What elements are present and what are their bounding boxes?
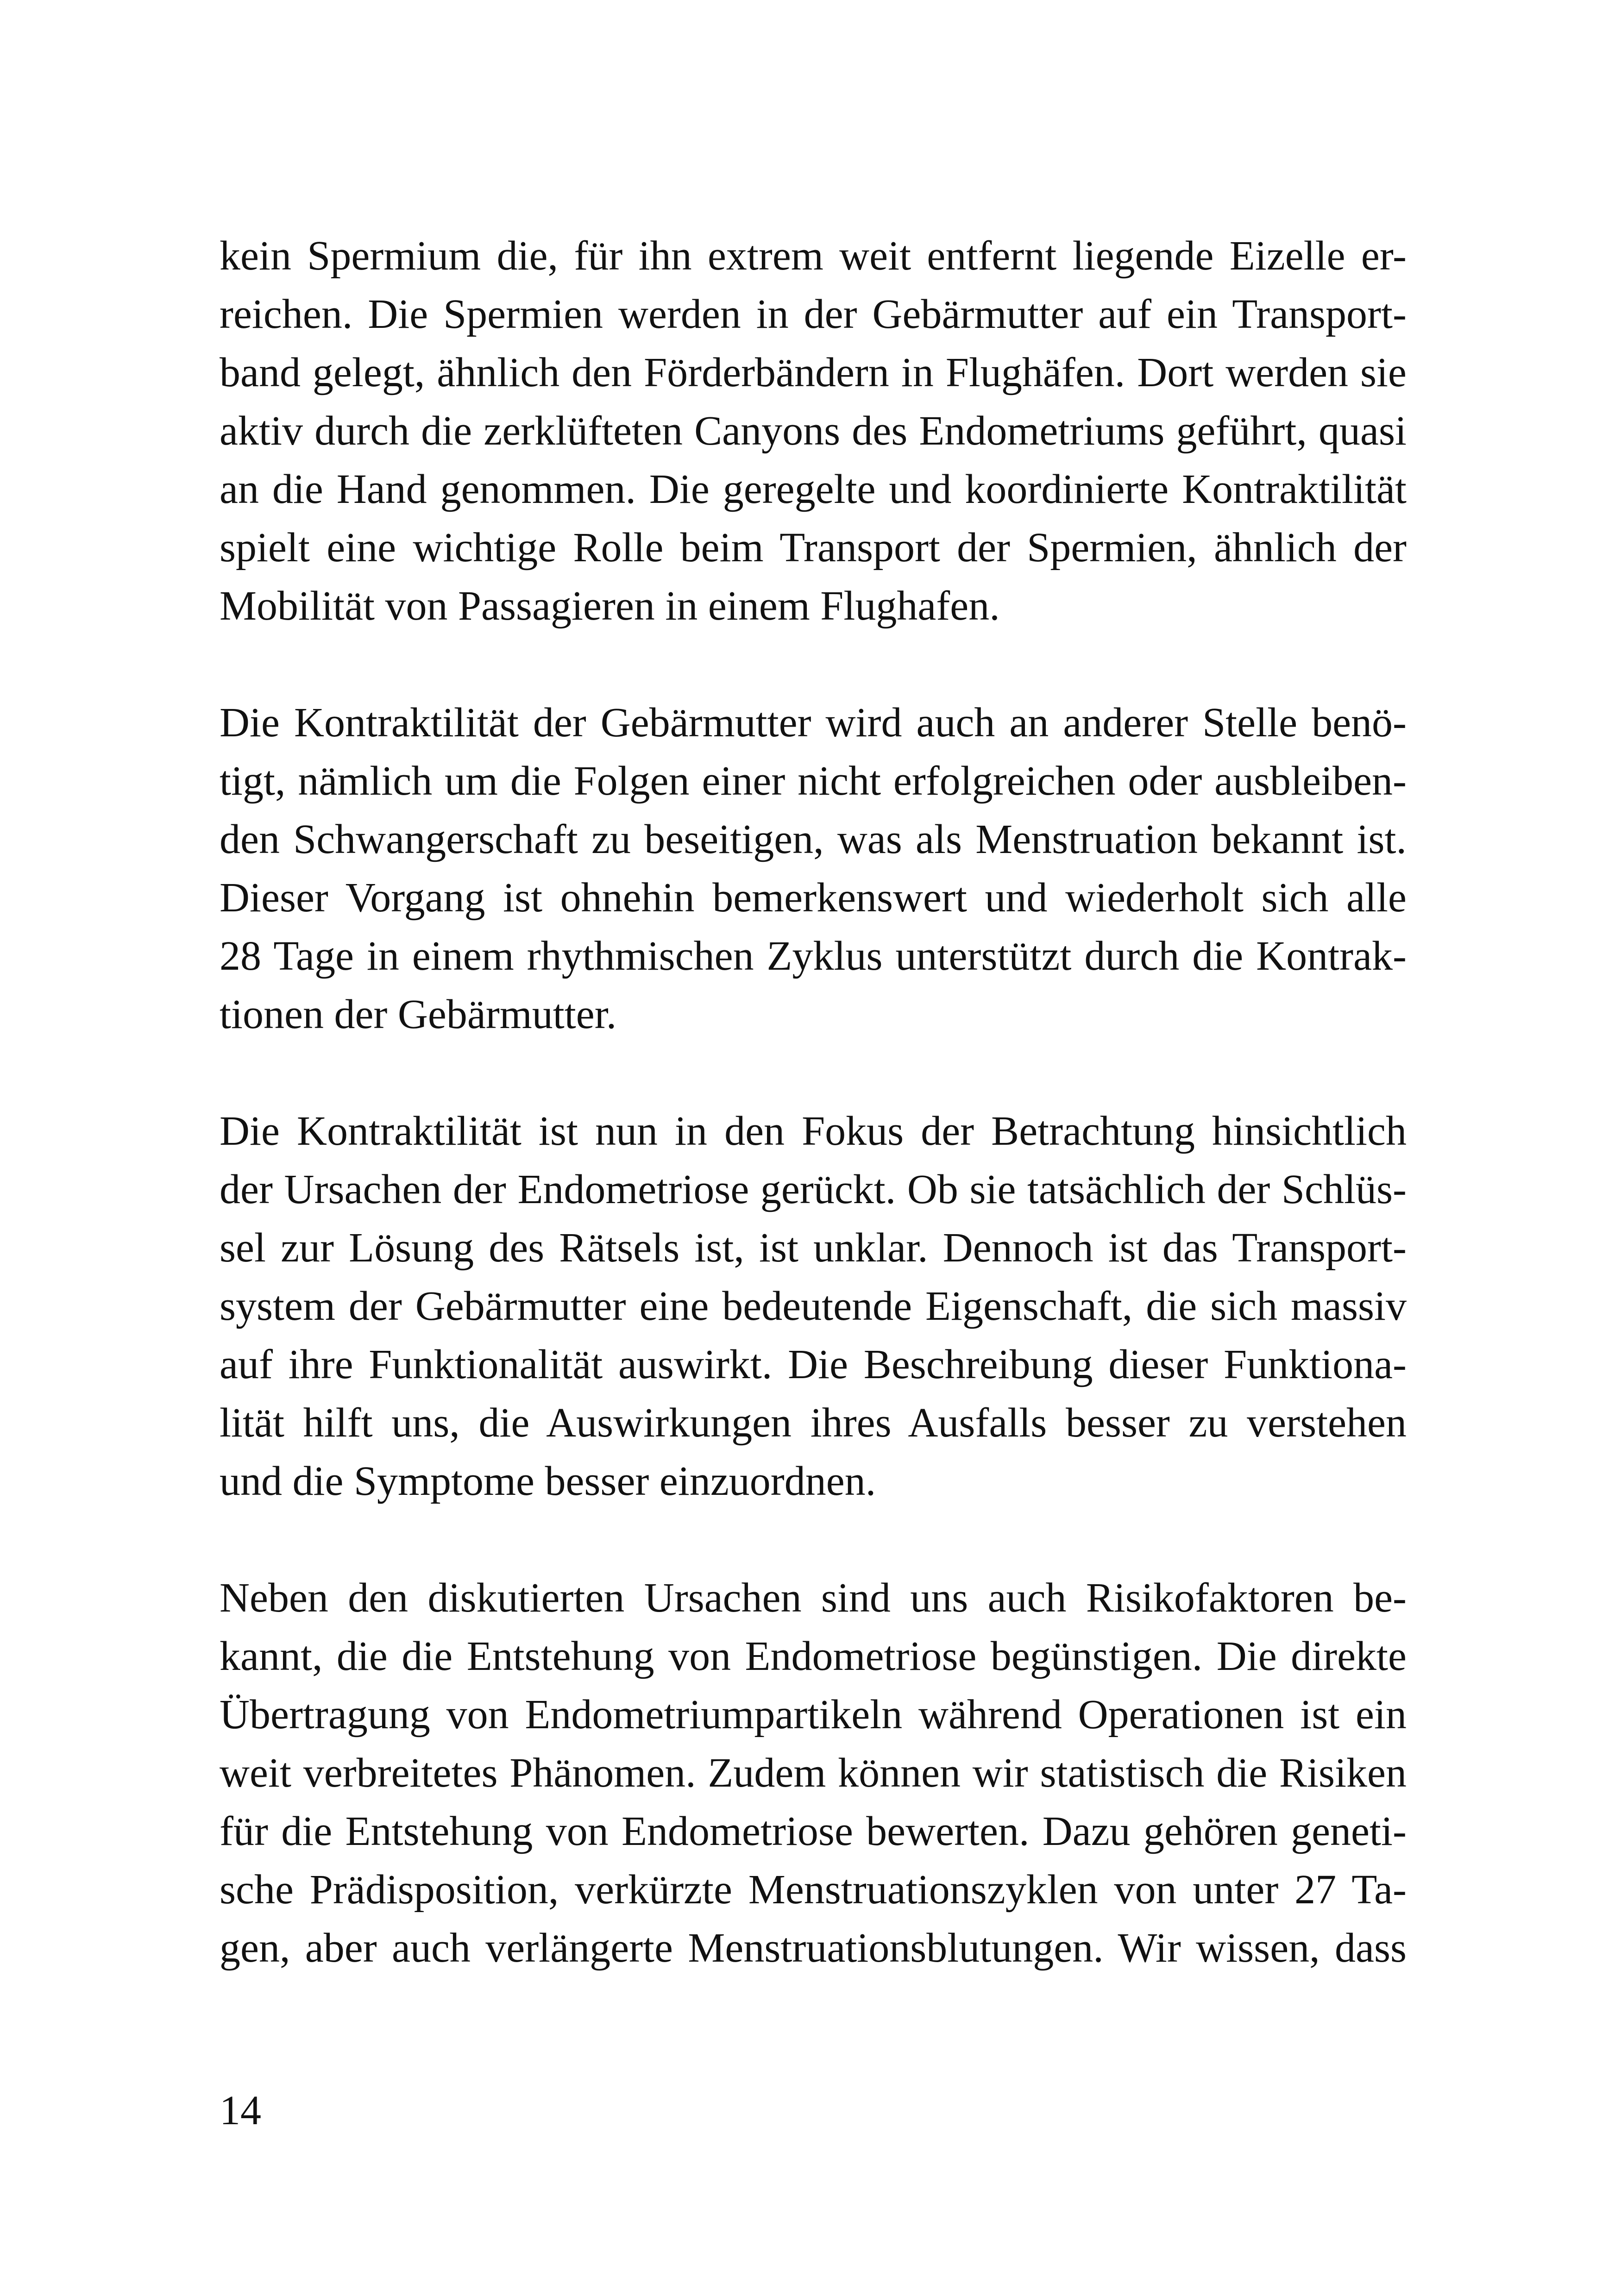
paragraph-4 (220, 1569, 1407, 1977)
text-line: kannt, die die Entstehung von Endometriose begünstigen. Die direkte (220, 1633, 1407, 1679)
text-line: lität hilft uns, die Auswirkungen ihres Ausfalls besser zu verstehen (220, 1400, 1407, 1446)
text-line: sel zur Lösung des Rätsels ist, ist unklar. Dennoch ist das Transport- (220, 1225, 1407, 1271)
text-line: Übertragung von Endometriumpartikeln während Operationen ist ein (220, 1692, 1407, 1738)
text-line: und die Symptome besser einzuordnen. (220, 1458, 876, 1504)
text-line: Dieser Vorgang ist ohnehin bemerkenswert und wiederholt sich alle (220, 875, 1407, 921)
paragraph-1 (220, 227, 1407, 635)
text-line: den Schwangerschaft zu beseitigen, was als Menstruation bekannt ist. (220, 816, 1407, 862)
paragraph-3 (220, 1102, 1407, 1511)
text-line: sche Prädisposition, verkürzte Menstruationszyklen von unter 27 Ta- (220, 1867, 1407, 1913)
text-line: gen, aber auch verlängerte Menstruationsblutungen. Wir wissen, dass (220, 1925, 1407, 1971)
text-line: 28 Tage in einem rhythmischen Zyklus unterstützt durch die Kontrak- (220, 933, 1407, 979)
text-line: aktiv durch die zerklüfteten Canyons des Endometriums geführt, quasi (220, 408, 1407, 454)
text-line: Neben den diskutierten Ursachen sind uns auch Risikofaktoren be- (220, 1575, 1407, 1621)
text-line: kein Spermium die, für ihn extrem weit entfernt liegende Eizelle er- (220, 233, 1407, 279)
text-line: tigt, nämlich um die Folgen einer nicht erfolgreichen oder ausbleiben- (220, 758, 1407, 804)
body-text (220, 227, 1407, 2036)
text-line: an die Hand genommen. Die geregelte und koordinierte Kontraktilität (220, 466, 1407, 512)
paragraph-2 (220, 694, 1407, 1044)
text-line: band gelegt, ähnlich den Förderbändern in Flughäfen. Dort werden sie (220, 350, 1407, 395)
text-line: system der Gebärmutter eine bedeutende Eigenschaft, die sich massiv (220, 1283, 1407, 1329)
text-line: der Ursachen der Endometriose gerückt. Ob sie tatsächlich der Schlüs- (220, 1167, 1407, 1212)
text-line: Die Kontraktilität der Gebärmutter wird auch an anderer Stelle benö- (220, 700, 1407, 746)
text-line: reichen. Die Spermien werden in der Gebärmutter auf ein Transport- (220, 291, 1407, 337)
text-line: tionen der Gebärmutter. (220, 991, 617, 1037)
text-line: weit verbreitetes Phänomen. Zudem können wir statistisch die Risiken (220, 1750, 1407, 1796)
text-line: Die Kontraktilität ist nun in den Fokus der Betrachtung hinsichtlich (220, 1108, 1407, 1154)
page-number: 14 (220, 2088, 261, 2133)
text-line: Mobilität von Passagieren in einem Flughafen. (220, 583, 1000, 629)
text-line: für die Entstehung von Endometriose bewerten. Dazu gehören geneti- (220, 1808, 1407, 1854)
text-line: spielt eine wichtige Rolle beim Transport der Spermien, ähnlich der (220, 525, 1407, 571)
text-line: auf ihre Funktionalität auswirkt. Die Beschreibung dieser Funktiona- (220, 1342, 1407, 1387)
